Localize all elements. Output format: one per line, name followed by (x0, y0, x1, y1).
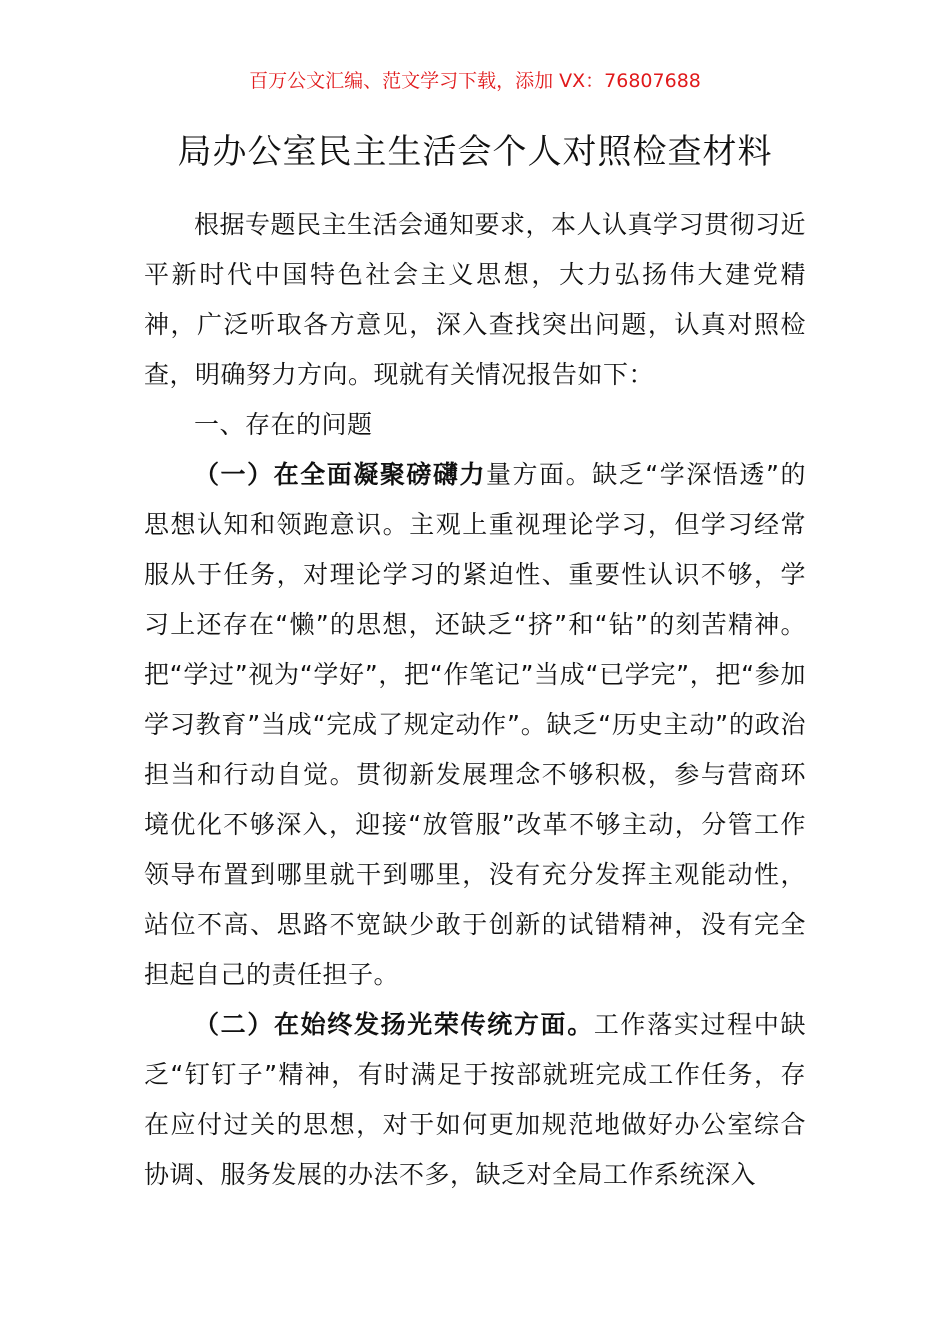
promo-banner: 百万公文汇编、范文学习下载，添加 VX：76807688 (249, 70, 701, 92)
item-2-text: 工作落实过程中缺乏“钉钉子”精神，有时满足于按部就班完成工作任务，存在应付过关的思想，对于如何更加规范地做好办公室综合协调、服务发展的办法不多，缺乏对全局工作系统深入 (144, 1010, 806, 1189)
item-1-text: 缺乏“学深悟透”的思想认知和领跑意识。主观上重视理论学习，但学习经常服从于任务，对理论学习的紧迫性、重要性认识不够，学习上还存在“懒”的思想，还缺乏“挤”和“钻”的刻苦精神。把“学过”视为“学好”，把“作笔记”当成“已学完”，把“参加学习教育”当成“完成了规定动作”。缺乏“历史主动”的政治担当和行动自觉。贯彻新发展理念不够积极，参与营商环境优化不够深入，迎接“放管服”改革不够主动，分管工作领导布置到哪里就干到哪里，没有充分发挥主观能动性，站位不高、思路不宽缺少敢于创新的试错精神，没有完全担起自己的责任担子。 (144, 460, 806, 989)
item-2-lead-bold: （二）在始终发扬光荣传统方面。 (194, 1010, 594, 1039)
item-2-paragraph (144, 1000, 806, 1200)
page-title: 局办公室民主生活会个人对照检查材料 (177, 132, 773, 172)
item-1-paragraph (144, 450, 806, 1000)
section-heading-problems: 一、存在的问题 (194, 410, 373, 439)
intro-paragraph: 根据专题民主生活会通知要求，本人认真学习贯彻习近平新时代中国特色社会主义思想，大力弘扬伟大建党精神，广泛听取各方意见，深入查找突出问题，认真对照检查，明确努力方向。现就有关情况报告如下： (144, 210, 807, 389)
item-1-lead-normal: 量方面。 (486, 460, 593, 489)
item-1-lead-bold: （一）在全面凝聚磅礴力 (194, 460, 487, 489)
document-body (144, 200, 806, 1200)
